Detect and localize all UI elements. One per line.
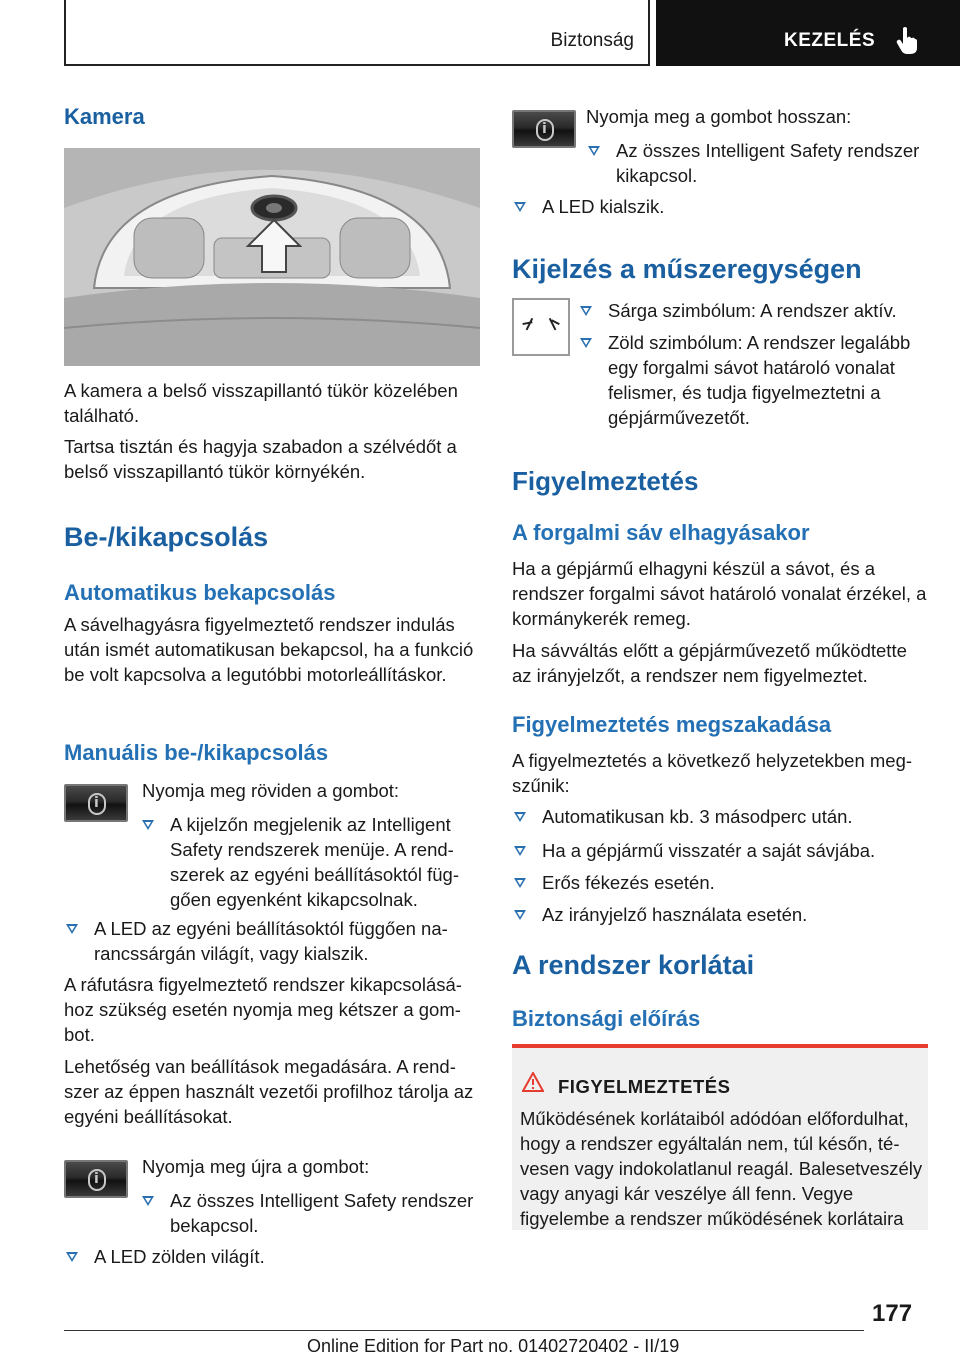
button-led-icon bbox=[536, 119, 554, 141]
press-short-text: Nyomja meg röviden a gombot: bbox=[142, 780, 400, 801]
list-item bbox=[578, 330, 930, 430]
list-item bbox=[64, 1244, 474, 1269]
heading-manualis: Manuális be-/kikapcsolás bbox=[64, 740, 329, 765]
bullet-triangle-icon bbox=[514, 910, 526, 920]
pointing-hand-icon bbox=[896, 26, 918, 54]
section-title: Biztonság bbox=[550, 30, 634, 51]
bullet-triangle-icon bbox=[142, 820, 154, 830]
list-item bbox=[578, 298, 930, 323]
list-item bbox=[586, 138, 930, 188]
bullet-text: Az összes Intelligent Safety rendszer kikapcsol. bbox=[616, 140, 920, 186]
heading-biztonsagi: Biztonsági előírás bbox=[512, 1006, 701, 1031]
leave-paragraph-2: Ha sávváltás előtt a gépjárművezető működtette az irányjelzőt, a rendszer nem figyelmeztet. bbox=[512, 640, 907, 686]
kamera-paragraph-1: A kamera a belső visszapillantó tükör közelében található. bbox=[64, 380, 458, 426]
button-image-2 bbox=[64, 1160, 128, 1198]
bullet-triangle-icon bbox=[580, 338, 592, 348]
press-long-text: Nyomja meg a gombot hosszan: bbox=[586, 106, 852, 127]
bullet-text: Automatikusan kb. 3 másodperc után. bbox=[542, 806, 853, 827]
bullet-triangle-icon bbox=[588, 146, 600, 156]
list-item bbox=[512, 870, 930, 895]
camera-location-illustration bbox=[64, 148, 480, 366]
list-item bbox=[512, 194, 930, 219]
button-image-3 bbox=[512, 110, 576, 148]
footer-edition: Online Edition for Part no. 01402720402 - II/19 bbox=[307, 1336, 680, 1356]
header-chapter-tab bbox=[656, 0, 960, 66]
heading-sav-elhagyas: A forgalmi sáv elhagyásakor bbox=[512, 520, 810, 545]
interrupt-paragraph: A figyelmeztetés a következő helyzetekben megszűnik: bbox=[512, 750, 913, 796]
header-section-box bbox=[64, 0, 650, 66]
heading-automatikus: Automatikus bekapcsolás bbox=[64, 580, 336, 605]
bullet-text: A kijelzőn megjelenik az Intelligent Safety rendszerek menüje. A rendszerek az egyéni beállításoktól függően egyenként kikapcsolnak. bbox=[170, 814, 459, 910]
bullet-text: Zöld szimbólum: A rendszer legalább egy forgalmi sávot határoló vonalat felismer, és tudja figyelmeztetni a gépjárművezetőt. bbox=[608, 332, 911, 428]
heading-be-kikapcsolas: Be-/kikapcsolás bbox=[64, 522, 269, 552]
bullet-triangle-icon bbox=[514, 202, 526, 212]
heading-figyelmeztetes: Figyelmeztetés bbox=[512, 466, 699, 496]
heading-kamera: Kamera bbox=[64, 104, 145, 129]
press-again-text: Nyomja meg újra a gombot: bbox=[142, 1156, 370, 1177]
bullet-triangle-icon bbox=[66, 1252, 78, 1262]
list-item bbox=[512, 838, 930, 863]
heading-korlatai: A rendszer korlátai bbox=[512, 950, 755, 980]
leave-paragraph-1: Ha a gépjármű elhagyni készül a sávot, és a rendszer forgalmi sávot határoló vonalat érzékel, a kormánykerék remeg. bbox=[512, 558, 927, 629]
button-led-icon bbox=[88, 793, 106, 815]
bullet-triangle-icon bbox=[66, 924, 78, 934]
bullet-text: Az irányjelző használata esetén. bbox=[542, 904, 808, 925]
bullet-text: Ha a gépjármű visszatér a saját sávjába. bbox=[542, 840, 876, 861]
auto-paragraph: A sávelhagyásra figyelmeztető rendszer indulás után ismét automatikusan bekapcsol, ha a funkció be volt kapcsolva a legutóbbi motorleállításkor. bbox=[64, 614, 474, 685]
footer-rule bbox=[64, 1330, 864, 1331]
kamera-paragraph-2: Tartsa tisztán és hagyja szabadon a szélvédőt a belső visszapillantó tükör környékén. bbox=[64, 436, 457, 482]
manual-paragraph-2: Lehetőség van beállítások megadására. A rendszer az éppen használt vezetői profilhoz tárolja az egyéni beállításokat. bbox=[64, 1056, 474, 1127]
bullet-triangle-icon bbox=[514, 878, 526, 888]
button-led-icon bbox=[88, 1169, 106, 1191]
bullet-text: Sárga szimbólum: A rendszer aktív. bbox=[608, 300, 897, 321]
bullet-triangle-icon bbox=[142, 1196, 154, 1206]
warning-triangle-icon bbox=[522, 1072, 544, 1092]
bullet-triangle-icon bbox=[514, 846, 526, 856]
bullet-text: A LED kialszik. bbox=[542, 196, 665, 217]
lane-departure-symbol-icon bbox=[512, 298, 570, 356]
page-number: 177 bbox=[872, 1300, 913, 1327]
button-image-1 bbox=[64, 784, 128, 822]
bullet-text: Az összes Intelligent Safety rendszer bekapcsol. bbox=[170, 1190, 474, 1236]
manual-paragraph-1: A ráfutásra figyelmeztető rendszer kikapcsolásához szükség esetén nyomja meg kétszer a gombot. bbox=[64, 974, 462, 1045]
list-item bbox=[140, 1188, 480, 1238]
bullet-text: A LED az egyéni beállításoktól függően narancssárgán világít, vagy kialszik. bbox=[94, 918, 448, 964]
chapter-title: KEZELÉS bbox=[784, 30, 876, 51]
bullet-text: Erős fékezés esetén. bbox=[542, 872, 715, 893]
list-item bbox=[512, 902, 930, 927]
warning-title: FIGYELMEZTETÉS bbox=[558, 1076, 731, 1097]
warning-text: Működésének korlátaiból adódóan előfordulhat, hogy a rendszer egyáltalán nem, túl későn, tévesen vagy indokolatlanul reagál. Balesetveszély vagy anyagi kár veszélye áll fenn. Vegye figyelembe a rendszer működésének korlátaira bbox=[520, 1108, 923, 1229]
bullet-text: A LED zölden világít. bbox=[94, 1246, 265, 1267]
list-item bbox=[64, 916, 474, 966]
list-item bbox=[140, 812, 480, 912]
heading-kijelzes: Kijelzés a műszeregységen bbox=[512, 254, 862, 284]
warning-box bbox=[512, 1044, 928, 1230]
heading-megszakadas: Figyelmeztetés megszakadása bbox=[512, 712, 832, 737]
list-item bbox=[512, 804, 930, 829]
bullet-triangle-icon bbox=[514, 812, 526, 822]
bullet-triangle-icon bbox=[580, 306, 592, 316]
